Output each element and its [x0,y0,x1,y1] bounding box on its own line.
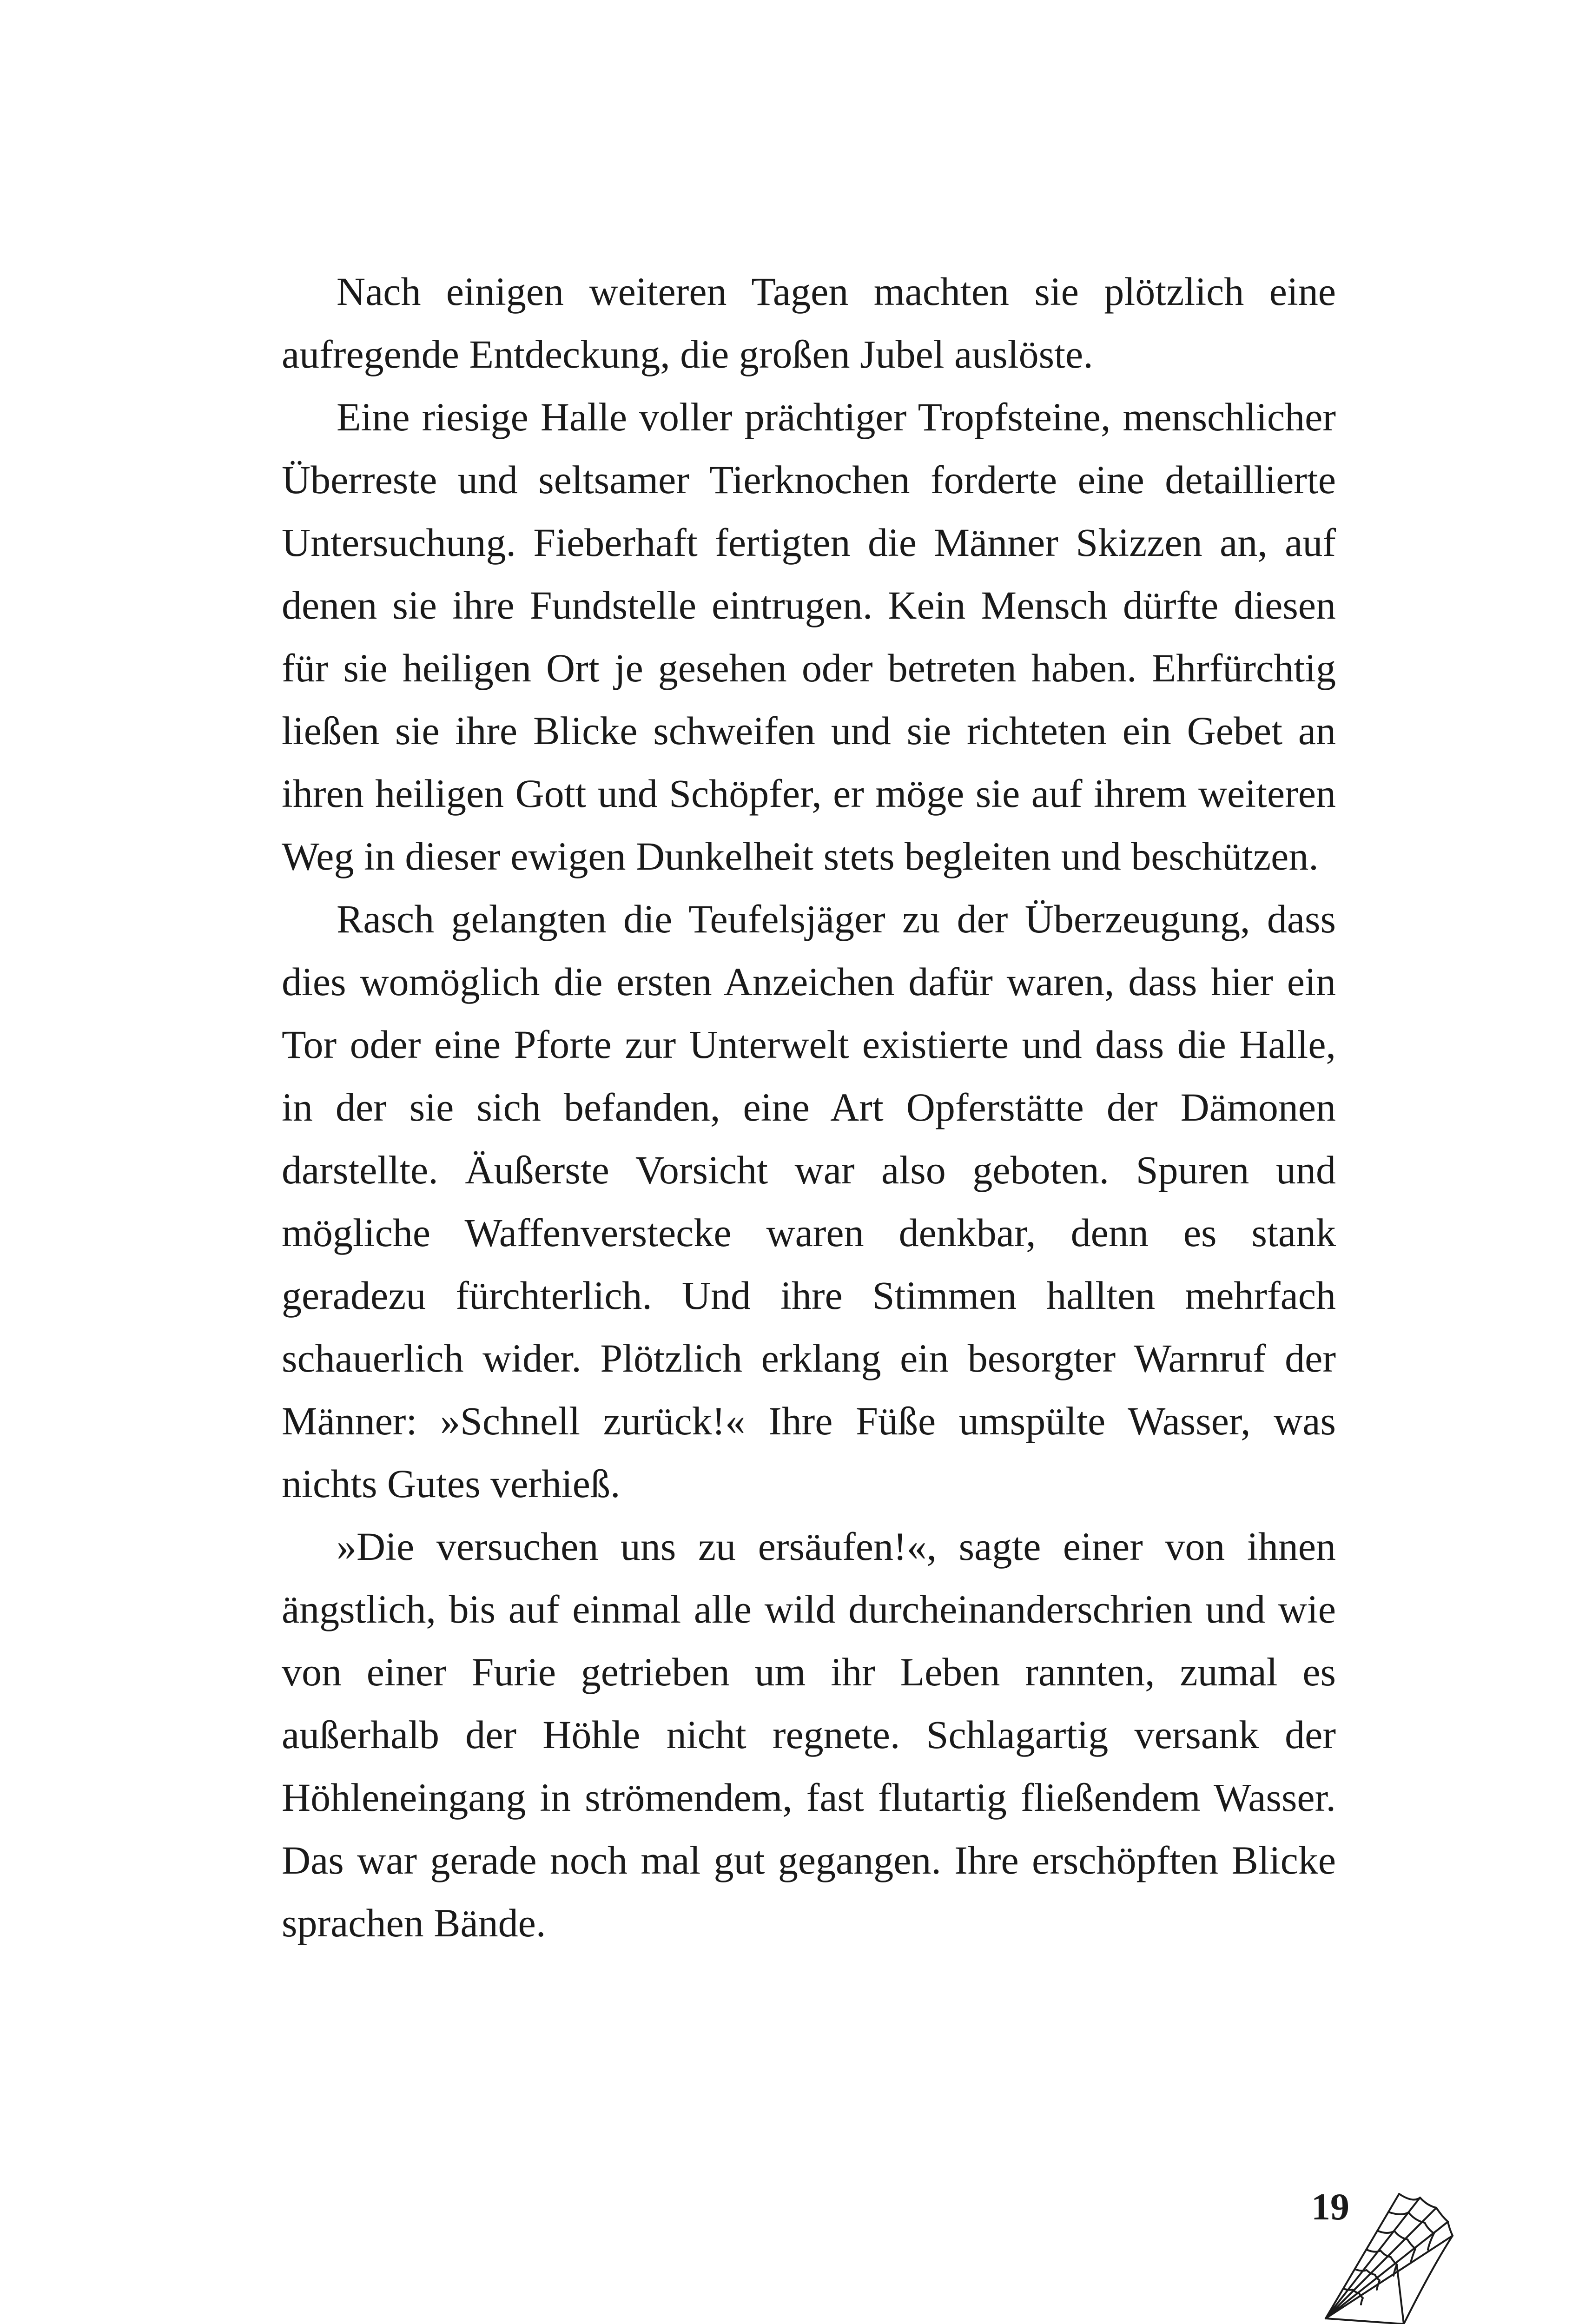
paragraph-2: Eine riesige Halle voller prächtiger Tropfsteine, menschlicher Überreste und seltsamer Tierknochen forderte eine detaillierte Untersuchung. Fieberhaft fertigten die Männer Skizzen an, auf denen sie ihre Fundstelle eintrugen. Kein Mensch dürfte diesen für sie heiligen Ort je gesehen oder betreten haben. Ehrfürchtig ließen sie ihre Blicke schweifen und sie richteten ein Gebet an ihren heiligen Gott und Schöpfer, er möge sie auf ihrem weiteren Weg in dieser ewigen Dunkelheit stets begleiten und beschützen. [282,395,1336,878]
paragraph-3: Rasch gelangten die Teufelsjäger zu der Überzeugung, dass dies womöglich die ersten Anzeichen dafür waren, dass hier ein Tor oder eine Pforte zur Unterwelt existierte und dass die Halle, in der sie sich befanden, eine Art Opferstätte der Dämonen darstellte. Äußerste Vorsicht war also geboten. Spuren und mögliche Waffenverstecke waren denkbar, denn es stank geradezu fürchterlich. Und ihre Stimmen hallten mehrfach schauerlich wider. Plötzlich erklang ein besorgter Warnruf der Männer: »Schnell zurück!« Ihre Füße umspülte Wasser, was nichts Gutes verhieß. [282,897,1336,1506]
paragraph-4: »Die versuchen uns zu ersäufen!«, sagte einer von ihnen ängstlich, bis auf einmal alle wild durcheinanderschrien und wie von einer Furie getrieben um ihr Leben rannten, zumal es außerhalb der Höhle nicht regnete. Schlagartig versank der Höhleneingang in strömendem, fast flutartig fließendem Wasser. Das war gerade noch mal gut gegangen. Ihre erschöpften Blicke sprachen Bände. [282,1524,1336,1945]
page-number: 19 [1311,2185,1349,2228]
spider-web-icon [1320,2185,1460,2324]
paragraph-1: Nach einigen weiteren Tagen machten sie plötzlich eine aufregende Entdeckung, die großen Jubel auslöste. [282,269,1336,376]
body-text [282,260,1336,1954]
